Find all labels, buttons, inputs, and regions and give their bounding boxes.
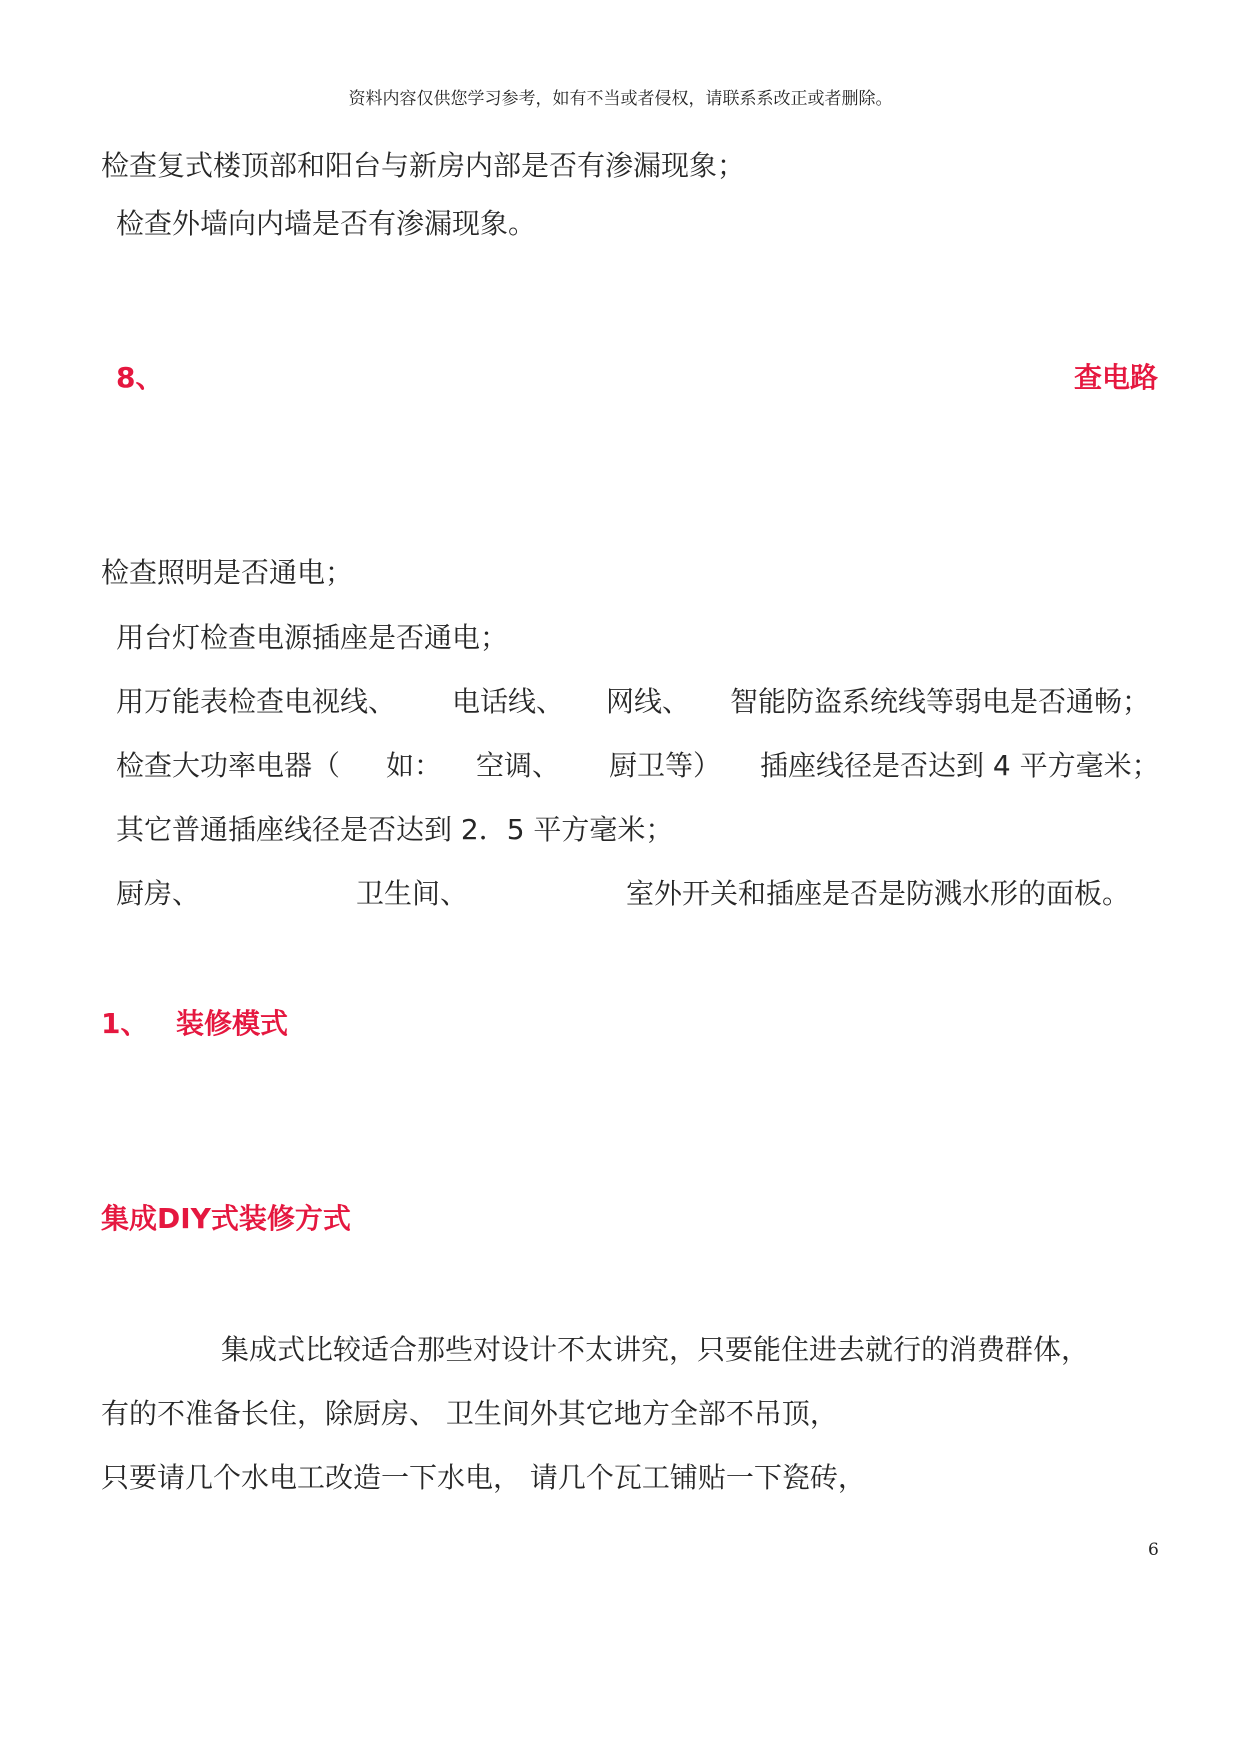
text-segment: 如：	[386, 749, 443, 782]
text-segment: 用万能表检查电视线、	[116, 685, 397, 718]
text-segment: 电话线、	[452, 685, 565, 718]
text-segment: 网线、	[606, 685, 691, 718]
text-segment: 室外开关和插座是否是防溅水形的面板。	[626, 877, 1131, 910]
paragraph-line: 只要请几个水电工改造一下水电， 请几个瓦工铺贴一下瓷砖，	[101, 1461, 866, 1494]
page-number: 6	[1148, 1540, 1159, 1560]
text-segment: 智能防盗系统线等弱电是否通畅；	[730, 685, 1151, 718]
text-segment: 插座线径是否达到 4 平方毫米；	[760, 749, 1160, 782]
text-line: 其它普通插座线径是否达到 2．5 平方毫米；	[116, 813, 674, 846]
section-title: 查电路	[1074, 361, 1159, 394]
section-title: 装修模式	[176, 1007, 289, 1040]
subsection-title: 集成DIY式装修方式	[101, 1202, 351, 1235]
text-line: 用台灯检查电源插座是否通电；	[116, 621, 509, 654]
text-segment: 检查大功率电器（	[116, 749, 341, 782]
text-segment: 卫生间、	[356, 877, 469, 910]
section-number: 1、	[101, 1007, 149, 1040]
text-line: 检查复式楼顶部和阳台与新房内部是否有渗漏现象；	[101, 149, 746, 182]
text-segment: 厨卫等）	[609, 749, 722, 782]
text-segment: 空调、	[476, 749, 561, 782]
text-line: 检查照明是否通电；	[101, 556, 354, 589]
paragraph-line: 集成式比较适合那些对设计不太讲究，只要能住进去就行的消费群体，	[221, 1333, 1090, 1366]
text-line: 检查外墙向内墙是否有渗漏现象。	[116, 207, 537, 240]
section-number: 8、	[116, 361, 164, 394]
header-notice: 资料内容仅供您学习参考，如有不当或者侵权，请联系系改正或者删除。	[348, 89, 893, 109]
paragraph-line: 有的不准备长住，除厨房、 卫生间外其它地方全部不吊顶，	[101, 1397, 838, 1430]
text-segment: 厨房、	[116, 877, 201, 910]
